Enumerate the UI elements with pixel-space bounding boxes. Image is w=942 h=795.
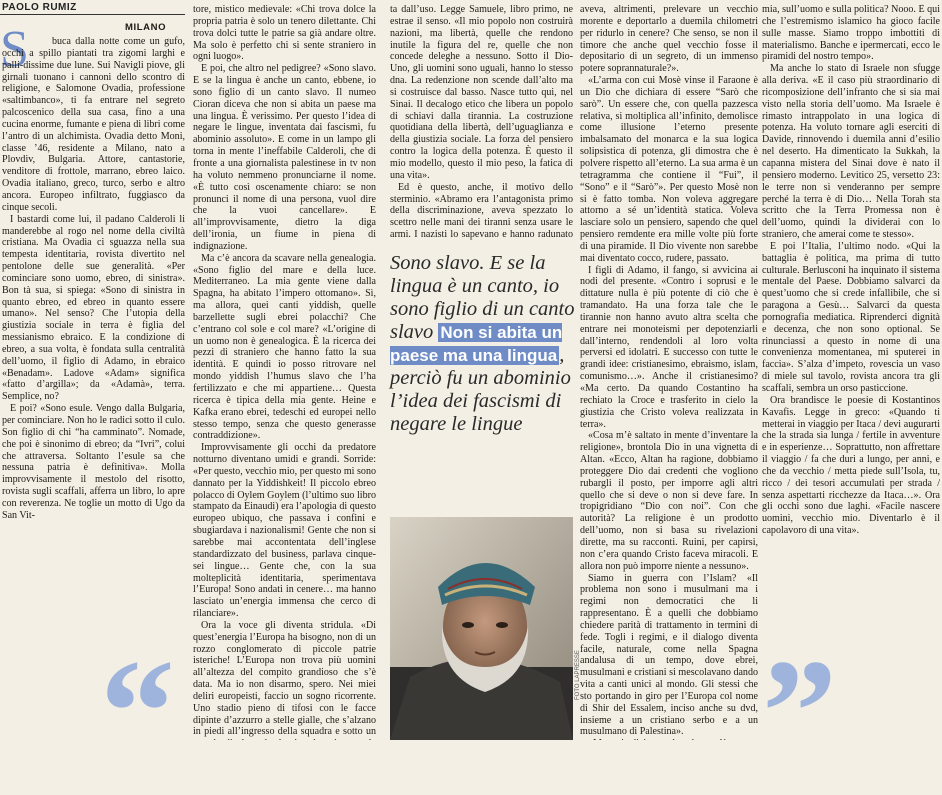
paragraph: I figli di Adamo, il fango, si avvicina ai nodi del presente. «Contro i soprusi e le dittature nulla è più potente di ciò che è tramandato. Ha una forza tale che le tirannie non hanno avuto altra scelta che entrare nei monoteismi per depotenziarli dall’interno, rendendoli al loro volta perversi ed idolatri. E successo con tutte le grandi idee: cristianesimo, ebraismo, islam, comunismo…». Anche il cristianesimo? «Ma certo. Da quando Costantino ha rechiato la Croce e trasferito in cielo la giustizia che Cristo voleva realizzata in terra». (580, 264, 758, 430)
paragraph: Siamo in guerra con l’Islam? «Il problema non sono i musulmani ma i regimi non democratici che li rappresentano. È a quelli che dobbiamo chiedere parità di trattamento in termini di fede. Togli i regimi, e il dialogo diventa facile, naturale, come nella Spagna andalusa di un tempo, dove ebrei, musulmani e cristiani si mescolavano dando vita a canti unici al mondo. Gli stessi che sto portando in giro per l’Europa col nome di Shir del Essalem, inciso anche su dvd, insieme a un cristiano serbo e a un musulmano di Palestina». (580, 572, 758, 738)
paragraph: Improvvisamente gli occhi da predatore notturno diventano umidi e grandi. Sorride: «Per questo, vecchio mio, per questo mi sono dannato per la Yiddishkeit! Il piccolo ebreo polacco di Oylem Goylem (l’ultimo suo libro stampato da Einaudi) era l’apologia di questo europeo ubiquo, che passava i confini e sbugiardava i nazionalismi! Gente che non si sarebbe mai accontentata dell’inglese standardizzato del business, parlava cinque-sei lingue… Gente che, con la sua molteplicità identitaria, sperimentava l’Europa! Sono andati in cenere… ma hanno lasciato un’energia immensa che cerco di rilanciare». (193, 442, 376, 620)
paragraph: ta dall’uso. Legge Samuele, libro primo, ne estrae il senso. «Il mio popolo non costruirà nazioni, ma libertà, quelle che rendono inutile la figura del re, quelle che non concede deleghe a nessuno. Sotto il Dio-Uno, gli uomini sono uguali, hanno lo stesso dna. La redenzione non scende dall’alto ma si costruisce dal basso. Nasce tutto qui, nel Sinai. Il decalogo etico che libera un popolo di schiavi dalla tirannia. La costruzione quotidiana della libertà, dell’uguaglianza e della giustizia sociale. La forza del pensiero contro la logica della potenza. È questo il mio modello, questo il mio peso, la fatica di una vita». (390, 4, 573, 181)
paragraph: Ed è questo, anche, il motivo dello sterminio. «Abramo era l’antagonista primo della discriminazione, aveva spezzato lo scettro nelle mani dei tiranni senza usare le armi. I nazisti lo sapevano e hanno radunato (390, 181, 573, 241)
paragraph: «Cosa m’è saltato in mente d’inventare la religione», brontola Dio in una vignetta di Altan. «Ecco, Altan ha ragione, dobbiamo proteggere Dio dai credenti che vogliono rubargli il posto, per imporre agli altri quello che si deve o non si deve fare. In tropigridiano “Dio con noi”. Con che autorità? La religione è un prodotto dell’uomo, non si basa su rivelazioni dirette, ma su racconti. Ruini, per capirsi, non c’era quando Cristo faceva miracoli. E allora non può imporre niente a nessuno». (580, 430, 758, 572)
open-quote-mark-left: “ (100, 629, 175, 795)
paragraph: E poi l’Italia, l’ultimo nodo. «Qui la battaglia è politica, ma prima di tutto culturale. Berlusconi ha inquinato il sistema mentale del Paese. Dobbiamo salvarci da quest’uomo che si crede infallibile, che si paragona a Gesù… Salvarci da questa pornografia mediatica. Riprenderci dignità e decenza, che non sono optional. Se rinunciassi a questo in nome di una convenienza momentanea, mi sputerei in faccia». S’alza d’impeto, rovescia un vaso di miele sul tavolo, rovista ancora tra gli scaffali, sembra un orso pasticcione. (762, 240, 940, 394)
drop-cap: S (0, 21, 29, 78)
dateline-place: MILANO (125, 22, 167, 33)
paragraph: mia, sull’uomo e sulla politica? Nooo. È qui che l’estremismo islamico ha gioco facile sulle masse. Siamo troppo imbottiti di materialismo. Banche e ipermercati, ecco le piramidi del nostro tempo». (762, 4, 940, 63)
pull-quote-text: Sono slavo. E se la lingua è un canto, io sono figlio di un canto slavo (390, 252, 575, 343)
photo-credit: FOTO LAPRESSE (575, 650, 581, 700)
portrait-illustration (390, 517, 573, 740)
article-column-4 (580, 4, 758, 740)
paragraph: Ma anche lo stato di Israele non sfugge alla deriva. «E il caso più straordinario di ricomposizione dell’infranto che si sia mai visto nella storia dell’uomo. Ma Israele è rimasto intrappolato in una logica di potenza. Ha voluto tornare agli eserciti di Davide, rinnovendo i duemila anni d’esilio nel deserto. Ha dimenticato la Sukkah, la capanna mistera del Sinai dove è nato il pensiero moderno. Levitico 25, versetto 23: le terre non si venderanno per sempre perché la terra è di Dio… Nella Torah sta scritto che la Terra Promessa non è dell’uomo, quindi la dividerai con lo straniero, che amerai come te stesso». (762, 63, 940, 241)
paragraph: tore, mistico medievale: «Chi trova dolce la propria patria è solo un tenero dilettante. Chi trova dolci tutte le patrie sa già andare oltre. Ma solo è perfetto chi si sente straniero in ogni luogo». (193, 4, 376, 63)
close-quote-mark-right: ” (762, 629, 837, 795)
paragraph: E poi, che altro nel pedigree? «Sono slavo. E se la lingua è anche un canto, ebbene, io sono figlio di un canto slavo. Il numeo Cioran diceva che non si abita un paese ma una lingua. È verissimo. Per questo l’idea di negare le lingue, inventata dai fascismi, fu abominio assoluto». E come in un lampo gli torna in mente l’ineffabile Calderoli, che di fronte a una giornalista palestinese in tv non ha voluto nemmeno pronunciarne il nome. «È tutto così oscenamente chiaro: se non pronunci il nome di una persona, vuol dire che la vuoi cancellare». E all’improvvisamente, dietro la diga dell’ironia, un fiume in piena di indignazione. (193, 63, 376, 252)
portrait-photo (390, 517, 573, 740)
paragraph: Ma c’è ancora da scavare nella genealogia. «Sono figlio del mare e della luce. Mediterraneo. La mia gente viene dalla Spagna, ha abitato l’impero ottomano». Sì, ma allora, quei canti yiddish, quelle barzellette sugli ebrei polacchi? Che c’entrano col sole e col mare? «L’origine di un uomo non è genealogica. È la ricerca dei pezzi di straniero che hanno fatto la sua identità. E quindi io posso ritrovare nel mondo yiddish l’humus slavo che l’ha fertilizzato e che mi appartiene… Questa ricerca è tipica della mia gente. Heine e Kafka erano ebrei, tedeschi ed europei nello stesso tempo, senza che questo generasse contraddizione». (193, 252, 376, 442)
paragraph: aveva, altrimenti, prelevare un vecchio morente e deportarlo a duemila chilometri per ridurlo in cenere? Che senso, se non il timore che anche quel vecchio fosse il depositario di un segreto, di un immenso potere soprannaturale?». (580, 4, 758, 75)
paragraph: buca dalla notte come un gufo, occhi a spillo piantati tra zigomi larghi e palli-dissime due lune. Sui Navigli piove, gli girnali tuonano i cannoni dello scontro di religione, e Salomone Ovadia, professione «saltimbanco», ti fa entrare nel segreto palcoscenico della sua casa, fino a una cucina enorme, fumante e piena di libri come l’antro di un alchimista. Ovadia detto Moni, classe ’46, residente a Milano, nato a Plovdiv, Bulgaria. Attore, cantastorie, venditore di frottole, marrano, ebreo laico. Ovadia italiano, greco, turco, serbo e altro ancora. Europeo infiltrato, fuggiasco da cinque secoli. (2, 36, 185, 213)
byline-rule (0, 14, 185, 15)
paragraph: «L’arma con cui Mosè vinse il Faraone è un Dio che dichiara di essere “Sarò che sarò”. Un essere che, con quella pazzesca relativa, si moltiplica all’infinito, demolisce come illusione l’eterno presente imbalsamato del monarca e la sua logica solipsistica di potenza, gli dimostra che è polvere rispetto all’eterno. La sua arma è un tetragramma che contiene il “Fui”, il “Sono” e il “Sarò”». Per questo Mosè non si è fatto tomba. Non voleva aggregare attorno a sé un’identità statica. Voleva lasciare solo un pensiero, sapendo che quel pensiero remdente era mille volte più forte di una piramide. Il Dio vivente non sarebbe mai diventato cocco, rudere, passato. (580, 75, 758, 264)
pull-quote-highlight: Non si abita un paese ma una lingua (390, 323, 563, 365)
article-column-3 (390, 4, 573, 242)
pull-quote-text-end: , perciò fu un abominio l’idea dei fascismi di negare le lingue (390, 344, 571, 435)
paragraph: Ora brandisce le poesie di Kostantinos Kavafis. Legge in greco: «Quando ti metterai in viaggio per Itaca / devi augurarti che la strada sia lunga / fertile in avventure e in esperienze… Soprattutto, non affrettare il viaggio / fa che duri a lungo, per anni, e che da vecchio / metta piede sull’Isola, tu, ricco / dei tesori accumulati per strada / senza aspettarti ricchezze da Itaca…». Ora gli occhi sono due laghi. «Facile nascere uomini, vecchio mio. Diventarlo è il capolavoro di una vita». (762, 394, 940, 537)
byline: PAOLO RUMIZ (2, 2, 77, 13)
article-column-5 (762, 4, 940, 654)
paragraph: Ora la voce gli diventa stridula. «Di quest’energia l’Europa ha bisogno, non di un rozzo conglomerato di piccole patrie isteriche! L’Europa non trova più uomini all’altezza del compito grandioso che s’è data. Ma io non disarmo, spero. Nei miei deliri europeisti, faccio un sogno ricorrente. Uno stadio pieno di tifosi con le facce dipinte d’azzurro a stelle gialle, che s’alzano in piedi all’ingresso della squadra e sotto un (193, 619, 376, 738)
pull-quote (390, 252, 580, 436)
article-column-2 (193, 4, 376, 740)
article-column-1 (2, 36, 185, 536)
paragraph: E poi? «Sono esule. Vengo dalla Bulgaria, per cominciare. Non ho le radici sotto il culo. Son figlio di chi “ha camminato”. Nomade, che poi è sinonimo di ebreo; da “Ivri”, colui che attraversa. Soltanto l’esule sa che nessuna patria è definitiva». Molla improvvisamente il mestolo del risotto, rovista sugli scaffali, afferra un libro, lo apre con reverenza. Ne toglie un motto di Ugo da San Vit- (2, 403, 185, 521)
paragraph: I bastardi come lui, il padano Calderoli li manderebbe al rogo nel nome della civiltà cristiana. Ma Ovadia ci sguazza nella sua tempesta identitaria, rovista divertito nel pentolone delle sue generalità. «Per cominciare sono uomo, ebreo, di sinistra». Bon tà sua, si spiega: «Sono di sinistra in quanto ebreo, ed ebreo in quanto essere umano». Nel senso? Che l’utopia della giustizia sociale in terra è figlia del messianismo ebraico. E la condizione di ebreo, a sua volta, è fondata sulla centralità dell’uomo, il figlio di Adamo, in ebraico «Benadam». Ladove «Adam» significa «fatto d’argilla»; da «Adamà», terra. Semplice, no? (2, 213, 185, 403)
